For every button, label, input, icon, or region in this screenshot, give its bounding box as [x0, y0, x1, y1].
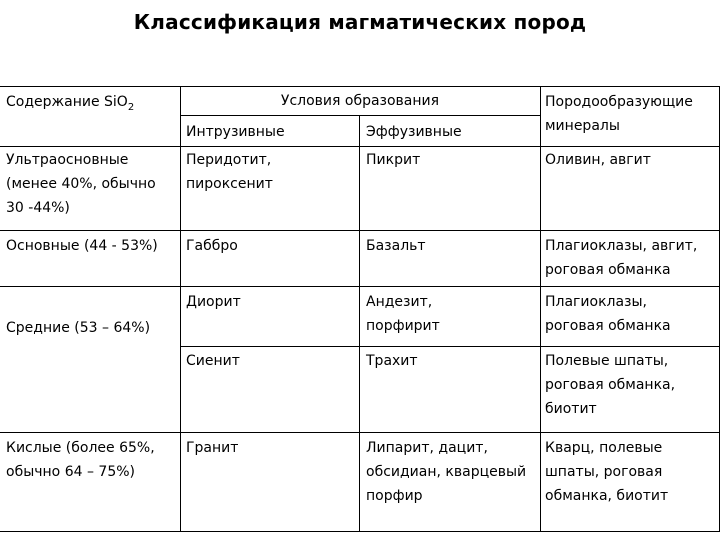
- header-effusive: Эффузивные: [366, 124, 462, 140]
- cell-line: Кварц, полевые: [545, 440, 663, 456]
- basic-minerals: [545, 234, 697, 282]
- ultrabasic-content: [6, 148, 156, 220]
- row-divider-medium-sub: [180, 346, 720, 347]
- diorite-minerals: [545, 290, 671, 338]
- cell-line: пироксенит: [186, 176, 273, 192]
- row-divider-medium: [0, 432, 720, 433]
- header-conditions: Условия образования: [280, 93, 440, 109]
- cell-line: 30 -44%): [6, 200, 70, 216]
- cell-line: роговая обманка: [545, 262, 671, 278]
- cell-line: Перидотит,: [186, 152, 272, 168]
- header-bottom-line: [0, 146, 720, 147]
- cell-line: Андезит,: [366, 294, 433, 310]
- basic-intrusive: [186, 234, 238, 258]
- header-subdivider: [180, 115, 540, 116]
- header-intrusive: Интрузивные: [186, 124, 285, 140]
- ultrabasic-effusive: [366, 148, 420, 172]
- syenite-effusive: [366, 349, 418, 373]
- cell-line: Плагиоклазы,: [545, 294, 648, 310]
- column-divider-1: [180, 86, 181, 532]
- table-border-top: [0, 86, 720, 87]
- column-divider-2: [359, 115, 360, 532]
- row-divider-ultrabasic: [0, 230, 720, 231]
- syenite-intrusive: [186, 349, 240, 373]
- basic-effusive: [366, 234, 426, 258]
- cell-line: Диорит: [186, 294, 241, 310]
- cell-line: шпаты, роговая: [545, 464, 663, 480]
- acid-intrusive: [186, 436, 238, 460]
- cell-line: обманка, биотит: [545, 488, 669, 504]
- cell-line: Ультраосновные: [6, 152, 129, 168]
- cell-line: порфир: [366, 488, 423, 504]
- cell-line: Кислые (более 65%,: [6, 440, 155, 456]
- cell-line: роговая обманка,: [545, 377, 676, 393]
- cell-line: (менее 40%, обычно: [6, 176, 156, 192]
- header-sio2-content: [6, 90, 134, 114]
- cell-line: роговая обманка: [545, 318, 671, 334]
- cell-line: обычно 64 – 75%): [6, 464, 135, 480]
- page-title: Классификация магматических пород: [133, 10, 587, 34]
- header-minerals-line: минералы: [545, 118, 620, 134]
- basic-content: [6, 234, 158, 258]
- acid-content: [6, 436, 155, 484]
- cell-line: Полевые шпаты,: [545, 353, 669, 369]
- cell-line: Сиенит: [186, 353, 240, 369]
- cell-line: порфирит: [366, 318, 440, 334]
- ultrabasic-intrusive: [186, 148, 273, 196]
- cell-line: Пикрит: [366, 152, 421, 168]
- ultrabasic-minerals: [545, 148, 651, 172]
- row-divider-basic: [0, 286, 720, 287]
- header-minerals-line: Породообразующие: [545, 94, 693, 110]
- cell-line: Трахит: [366, 353, 418, 369]
- acid-minerals: [545, 436, 668, 508]
- cell-line: Оливин, авгит: [545, 152, 651, 168]
- header-sio2-text: Содержание SiO: [6, 94, 128, 110]
- cell-line: Плагиоклазы, авгит,: [545, 238, 698, 254]
- diorite-intrusive: [186, 290, 241, 314]
- cell-line: обсидиан, кварцевый: [366, 464, 527, 480]
- header-sio2-subscript: 2: [127, 101, 135, 113]
- table-border-bottom: [0, 531, 720, 532]
- header-minerals: [545, 90, 693, 138]
- column-divider-3: [540, 86, 541, 532]
- acid-effusive: [366, 436, 526, 508]
- cell-line: Базальт: [366, 238, 426, 254]
- diorite-effusive: [366, 290, 440, 338]
- cell-line: Основные (44 - 53%): [6, 238, 158, 254]
- cell-line: биотит: [545, 401, 597, 417]
- cell-line: Липарит, дацит,: [366, 440, 488, 456]
- cell-line: Средние (53 – 64%): [6, 320, 151, 336]
- medium-content: [6, 316, 150, 340]
- syenite-minerals: [545, 349, 675, 421]
- cell-line: Габбро: [186, 238, 238, 254]
- cell-line: Гранит: [186, 440, 239, 456]
